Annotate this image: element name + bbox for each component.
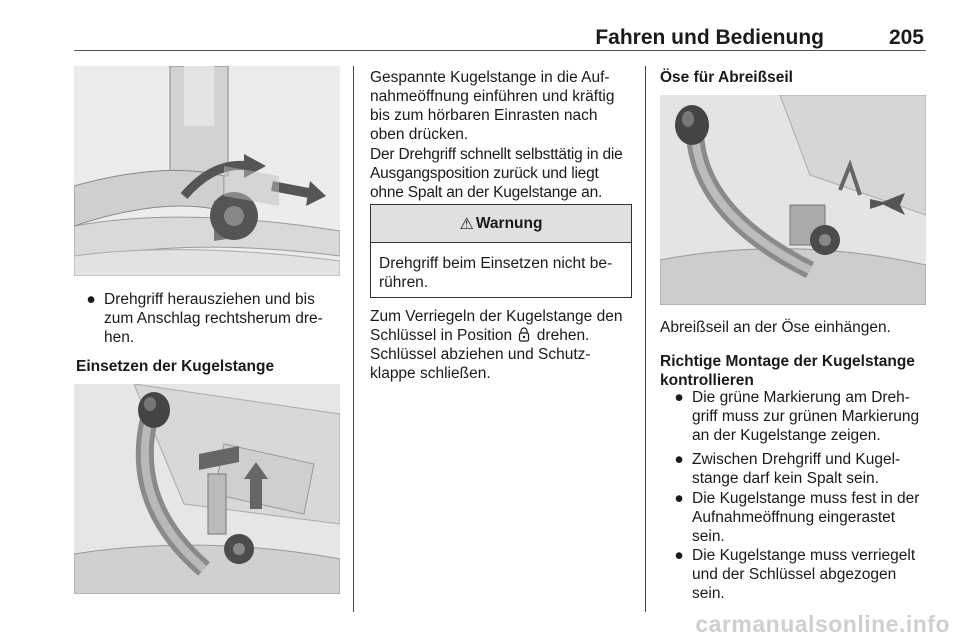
list-item-line: Die Kugelstange muss verriegelt xyxy=(692,547,916,564)
paragraph-line: Der Drehgriff schnellt selbsttätig in die xyxy=(370,146,623,163)
section-heading xyxy=(660,352,926,390)
paragraph-line: oben drücken. xyxy=(370,126,469,143)
paragraph-line: ohne Spalt an der Kugelstange an. xyxy=(370,184,603,201)
column-divider-1 xyxy=(353,66,354,612)
paragraph-line: Schlüssel abziehen und Schutz- xyxy=(370,346,591,363)
list-item xyxy=(672,489,932,549)
list-item xyxy=(84,290,344,350)
bullet-symbol: ● xyxy=(674,490,684,507)
list-item-line: sein. xyxy=(692,528,725,545)
list-item-line: zum Anschlag rechtsherum dre- xyxy=(104,310,323,327)
list-item-line: hen. xyxy=(104,329,135,346)
page-header-title: Fahren und Bedienung xyxy=(595,26,824,49)
bullet-symbol: ● xyxy=(86,291,96,308)
page-number: 205 xyxy=(888,26,924,49)
warning-body-line: rühren. xyxy=(379,274,429,291)
paragraph-line: nahmeöffnung einführen und kräftig xyxy=(370,88,615,105)
bullet-symbol: ● xyxy=(674,547,684,564)
list-item-line: griff muss zur grünen Markierung xyxy=(692,408,920,425)
paragraph-line: Ausgangsposition zurück und liegt xyxy=(370,165,599,182)
list-item-line: an der Kugelstange zeigen. xyxy=(692,427,881,444)
figure-insert-ball-rod xyxy=(74,384,340,594)
bullet-symbol: ● xyxy=(674,451,684,468)
list-item-line: Drehgriff herausziehen und bis xyxy=(104,291,315,308)
bullet-symbol: ● xyxy=(674,389,684,406)
paragraph-line: klappe schließen. xyxy=(370,365,491,382)
header-rule xyxy=(74,50,926,51)
list-item xyxy=(672,388,932,448)
list-item-line: Zwischen Drehgriff und Kugel- xyxy=(692,451,901,468)
list-item-line: stange darf kein Spalt sein. xyxy=(692,470,879,487)
column-divider-2 xyxy=(645,66,646,612)
paragraph: Abreißseil an der Öse einhängen. xyxy=(660,319,891,336)
list-item-line: Die grüne Markierung am Dreh- xyxy=(692,389,910,406)
figure-tow-rope-eye xyxy=(660,95,926,305)
list-item-line: sein. xyxy=(692,585,725,602)
paragraph-line: Gespannte Kugelstange in die Auf- xyxy=(370,69,610,86)
list-item xyxy=(672,546,932,606)
warning-body-line: Drehgriff beim Einsetzen nicht be- xyxy=(379,255,613,272)
paragraph-line: Zum Verriegeln der Kugelstange den xyxy=(370,308,623,325)
warning-box xyxy=(370,204,632,298)
figure-handle-rotation xyxy=(74,66,340,276)
warning-title: Warnung xyxy=(475,214,543,232)
watermark: carmanualsonline.info xyxy=(695,611,950,637)
warning-body xyxy=(379,254,623,292)
list-item-line: Die Kugelstange muss fest in der xyxy=(692,490,920,507)
paragraph-line: Schlüssel in Position drehen. xyxy=(370,327,590,344)
heading-line: kontrollieren xyxy=(660,372,754,389)
lock-icon xyxy=(518,327,530,342)
list-item xyxy=(672,450,932,490)
list-item-line: und der Schlüssel abgezogen xyxy=(692,566,897,583)
warning-icon: ⚠ xyxy=(459,215,474,233)
section-heading: Öse für Abreißseil xyxy=(660,69,793,86)
paragraph-line: bis zum hörbaren Einrasten nach xyxy=(370,107,598,124)
warning-header xyxy=(371,205,631,243)
paragraph xyxy=(370,145,645,202)
section-heading: Einsetzen der Kugelstange xyxy=(76,358,275,375)
list-item-line: Aufnahmeöffnung eingerastet xyxy=(692,509,896,526)
heading-line: Richtige Montage der Kugelstange xyxy=(660,353,915,370)
paragraph xyxy=(370,68,640,144)
paragraph xyxy=(370,307,645,383)
